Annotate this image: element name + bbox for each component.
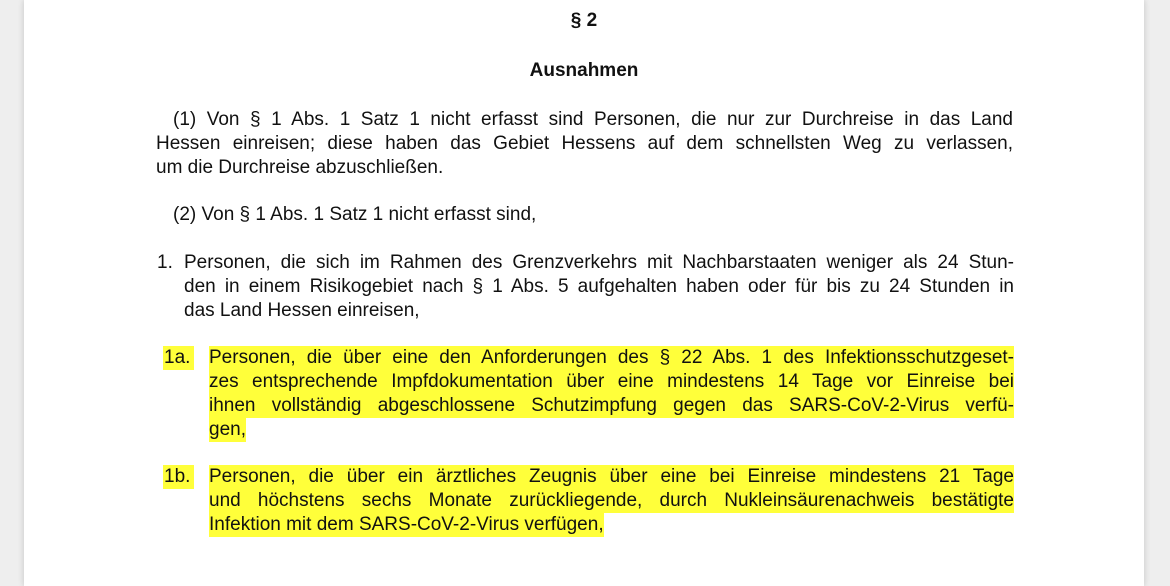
item-1b-line-3: Infektion mit dem SARS-CoV-2-Virus verfügen, [209,514,604,535]
item-1a-line-2: zes entsprechende Impfdokumentation über eine mindestens 14 Tage vor Einreise bei [209,371,1014,392]
paragraph-1-line-2: Hessen einreisen; diese haben das Gebiet Hessens auf dem schnellsten Weg zu verlassen, [156,133,1013,154]
paragraph-2-intro: (2) Von § 1 Abs. 1 Satz 1 nicht erfasst sind, [173,204,537,225]
item-1-line-3: das Land Hessen einreisen, [184,300,420,321]
section-title: Ausnahmen [529,60,639,81]
item-1a-line-4: gen, [209,419,246,440]
item-1-line-1: Personen, die sich im Rahmen des Grenzverkehrs mit Nachbarstaaten weniger als 24 Stun- [184,252,1014,273]
paragraph-1-line-1: (1) Von § 1 Abs. 1 Satz 1 nicht erfasst sind Personen, die nur zur Durchreise in das Land [173,109,1013,130]
item-1a-line-1: Personen, die über eine den Anforderungen des § 22 Abs. 1 des Infektionsschutzgeset- [209,347,1014,368]
item-1a-label: 1a. [163,346,194,370]
section-number: § 2 [570,10,598,31]
document-page [24,0,1144,586]
item-1a-line-3: ihnen vollständig abgeschlossene Schutzimpfung gegen das SARS-CoV-2-Virus verfü- [209,395,1014,416]
item-1-line-2: den in einem Risikogebiet nach § 1 Abs. 5 aufgehalten haben oder für bis zu 24 Stunden in [184,276,1014,297]
paragraph-1-line-3: um die Durchreise abzuschließen. [156,157,444,178]
item-1b-line-2: und höchstens sechs Monate zurückliegende, durch Nukleinsäurenachweis bestätigte [209,490,1014,511]
item-1b-label: 1b. [163,465,194,489]
item-1-label: 1. [157,252,173,273]
item-1b-line-1: Personen, die über ein ärztliches Zeugnis über eine bei Einreise mindestens 21 Tage [209,466,1014,487]
